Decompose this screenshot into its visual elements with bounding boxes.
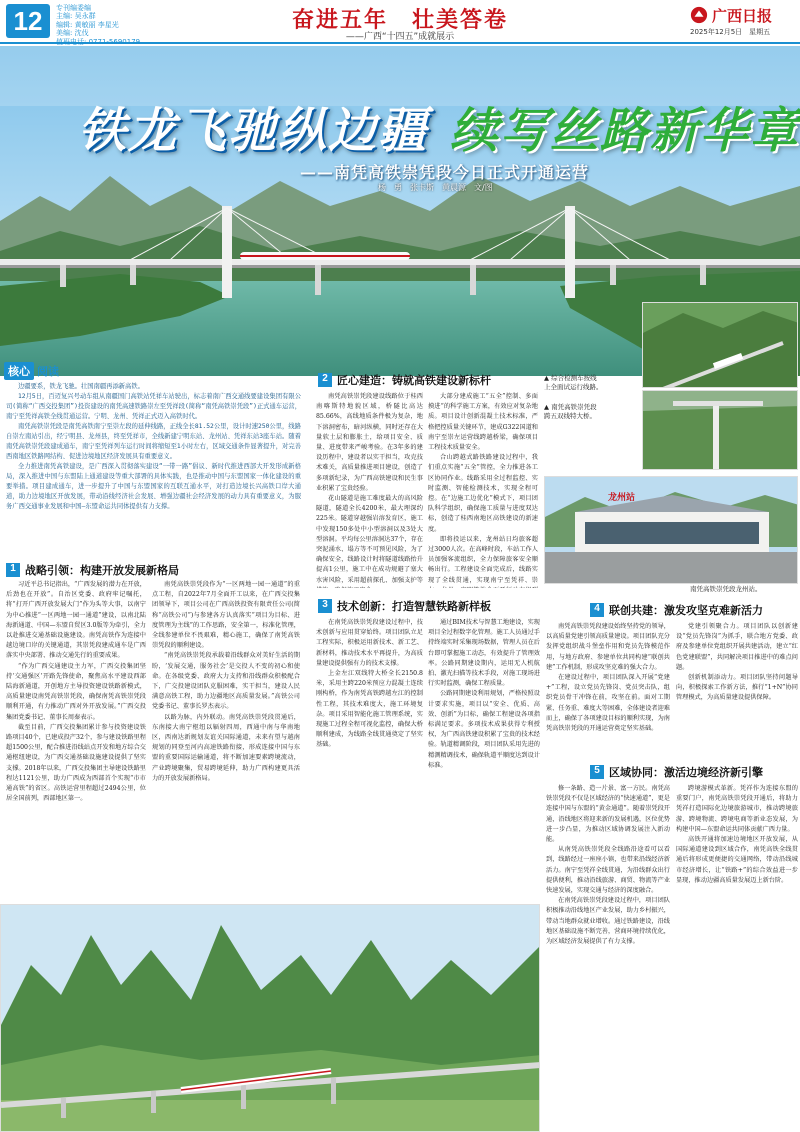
paragraph: 南凭高铁崇凭段建设始终坚持党的领导，以高质量党建引领高质量建设。项目团队充分发挥党组织战斗堡垒作用和党员先锋模范作用，与地方政府、参建单位共同构建“联创共建”工作机制，形成攻坚克难的强大合力。 — [546, 623, 670, 671]
section-5-col1 — [546, 784, 670, 1130]
photo-train-karst — [0, 904, 540, 1132]
headline-part1: 铁龙飞驰纵边疆 — [78, 103, 429, 159]
section-2-heading — [318, 372, 538, 388]
section-1-col2 — [152, 580, 300, 898]
core-reading-text — [6, 382, 301, 557]
caption-1: ▲ 综合检测车按线 上全面试运行线路。 — [544, 374, 603, 391]
paragraph: 在南凭高铁崇凭段建设过程中，技术创新与应用贯穿始终。项目团队立足工程实际，积极运用新技术、新工艺、新材料，推动技术水平再提升，为高质量建设提供强有力的技术支撑。 — [316, 619, 423, 667]
section-number: 5 — [590, 765, 604, 779]
meta-line: 编辑: 黄敏丽 李星光 — [56, 20, 119, 29]
section-4-heading — [590, 602, 796, 618]
section-number: 4 — [590, 603, 604, 617]
section-2-col1 — [316, 392, 423, 588]
paragraph: 公路同期建设利用规划，严格按照设计要求实施，项目以“安全、优质、高效、创新”为目标，确保工程建设各项指标满足要求。多项技术成果获得专利授权，为广西高铁建设积累了宝贵的技术经验。轨道精调阶段，项目团队采用先进的精测精调技术，确保轨道平顺度达到设计标准。 — [428, 690, 540, 769]
paragraph: 大部分建成施工“五全”控制、多面摸进“的科学施工方案，有效应对复杂地质。项目设计创新混凝土技术标准，严格把控质量关键环节，建成G322国道和南宁至崇左运营线跨越桥梁，确保项目工程技术质量安全。 — [428, 393, 538, 452]
theme-subtitle: ——广西“十四五”成就展示 — [345, 32, 455, 42]
core-tag-suffix: 阅读 — [37, 365, 59, 378]
paragraph: 南凭高铁崇凭段作为“一区两地一园一通道”的重点工程，自2022年7月全面开工以来，在广西交投集团领导下，项目公司在广西高铁投资有限责任公司(简称“高铁公司”)与参建各方认真落实“项目为目标、进度管理为主线”的工作思路，安全第一，标准化管理，全线参建单位不畏艰难，精心施工，确保了南凭高铁崇凭段的顺利建设。 — [152, 581, 300, 650]
core-paragraph: 边疆要系，铁龙飞驰。壮国南疆再添新高铁。 — [18, 383, 144, 390]
logo-emblem-icon — [690, 6, 708, 24]
paragraph: 通过BIM技术与智慧工地建设，实现项目全过程数字化管理。施工人员通过手持终端实时采集现场数据，管理人员在后台即可掌握施工动态，有效提升了管理效率。公路同期建设期内，运用无人机航拍、激光扫描等技术手段，对施工现场进行实时监测，确保工程质量。 — [428, 619, 540, 688]
paragraph: 合山跨越式路铁路建设过程中，我们重点实施“五全”管控，全力推进各工区协同作业。线路采用全过程监控、实时监测、智能检测技术，实现全程可控。在“边施工边优化”模式下，项目团队科学组织，确保施工质量与进度双达标，创造了桂西南地区高铁建设的新速度。 — [428, 454, 538, 533]
section-title: 技术创新：打造智慧铁路新样板 — [337, 600, 491, 613]
editor-meta — [56, 4, 176, 46]
section-title: 匠心建造：铸就高铁建设新标杆 — [337, 374, 491, 387]
photo-bridge — [642, 390, 798, 470]
photo-station — [544, 476, 798, 584]
section-number: 3 — [318, 599, 332, 613]
core-reading-tag — [4, 360, 94, 376]
section-3-heading — [318, 598, 538, 614]
paragraph: 高铁开通将加速边境地区开放发展，从国际通道建设到区域合作，南凭高铁全线贯通后将形成更便捷的交通网络，带动沿线城市经济增长，让“铁路+”的综合效益进一步显现，推动边疆高质量发展迈上新台阶。 — [676, 836, 798, 884]
section-number: 1 — [6, 563, 20, 577]
byline: 杨 勇 张卡斯 黄晨源 文/图 — [378, 183, 493, 192]
paragraph: “南凭高铁崇凭段承载着沿线群众对美好生活的期盼，‘发展交通，服务社会’是交投人不变的初心和使命。在各级党委、政府大力支持和沿线群众积极配合下，广交投建设团队克服困难，实干担当，建设人民满意高铁工程，助力边疆地区高质量发展。”高铁公司党委书记、董事长罗杰表示。 — [152, 652, 300, 711]
section-5-heading — [590, 764, 796, 780]
paragraph: 党建引领聚合力。项目团队以创新建设“党员先锋岗”为抓手，联合地方党委、政府及参建单位党组织开展共建活动，建立“红色党建联盟”，共同解决项目推进中的难点问题。 — [676, 623, 798, 671]
meta-line: 专刊编委编 — [56, 4, 91, 12]
core-tag: 核心 — [4, 362, 34, 380]
meta-line: 值班电话: 0771-5690179 — [56, 37, 141, 46]
section-1-col1 — [6, 580, 146, 898]
paragraph: 在建设过程中，项目团队深入开展“党建+”工程，设立党员先锋岗、党员突击队，组织党员骨干冲锋在前，攻坚在前。面对工期紧、任务重、难度大等困难，全体建设者迎难而上，确保了各项建设目标的顺利实现，为南凭高铁崇凭段的开通运营奠定坚实基础。 — [546, 674, 670, 733]
paragraph: 南凭高铁崇凭段建设线路位于桂西南喀斯特地貌区域，桥隧比高达85.66%，高线地质条件极为复杂，地下溶洞密布，暗河纵横，同时还存在大量软土层和膨胀土，给项目安全、质量、进度带来严峻考验。在3年多的建设历程中，建设者以实干担当，攻克技术难关，高质量推进项目建设，创造了多项新纪录，为广西高铁建设和民生事业积累了宝贵经验。 — [316, 393, 423, 492]
section-2-col2 — [428, 392, 538, 588]
station-sign: 龙州站 — [608, 493, 636, 503]
paragraph: 截至目前，广西交投集团累计参与投资建设铁路项目40个，已建成投产32个，参与建设铁路里程超1500公里，配合推进沿线站点开发和地方综合交通枢纽建设，为广西交通基础设施建设提供了坚实支撑。2018年以来，广西交投集团主导建设铁路里程达1121公里，助力广西成为西部首个实现“市市通高铁”的省区。高铁运营里程超过2494公里，位居全国前列，西部地区第一。 — [6, 723, 146, 803]
caption-2: ▲ 南凭高铁崇凭段 跨五双线特大桥。 — [544, 403, 597, 420]
section-title: 战略引领：构建开放发展新格局 — [25, 564, 179, 577]
section-4-col1 — [546, 622, 670, 752]
paragraph: 跨境游模式革新。凭祥作为连接东盟的重要门户，南凭高铁崇凭段开通后，将助力凭祥打造国际化边境旅游城市，推动跨境旅游、跨境物流、跨境电商等新业态发展，为构建中国—东盟命运共同体贡献广西力量。 — [676, 785, 798, 833]
section-5-col2 — [676, 784, 798, 1130]
paragraph: 从南凭高铁崇凭段全线路沿途看可以看到，线路经过一座座小镇，也带来沿线经济新活力。南宁至凭祥全线贯通，为沿线群众出行提供便利，推动沿线旅游、商贸、物流等产业快速发展，实现交通与经济的深度融合。 — [546, 846, 670, 895]
issue-date: 2025年12月5日 星期五 — [690, 28, 771, 36]
section-title: 区域协同：激活边境经济新引擎 — [609, 766, 763, 779]
paragraph: 即将投运以来，龙州站日均旅客超过3000人次。在高峰时段，车站工作人员加强客流组织，全力保障旅客安全顺畅出行。工程建设全面完成后，线路实现了全线贯通，实现南宁至凭祥、崇 — [428, 535, 538, 584]
section-3-col2 — [428, 618, 540, 898]
newspaper-name: 广西日报 — [712, 6, 773, 25]
theme-title: 奋进五年 壮美答卷 — [291, 7, 508, 33]
page-number: 12 — [6, 4, 50, 38]
section-3-col1 — [316, 618, 423, 898]
core-paragraph: 全力推进南凭高铁建设，是广西深入贯彻落实建设“一带一路”倡议、新时代推进西部大开发形成新格局，深入推进中国与东盟陆上通道建设等重大部署的具体实践，也是推动中国与东盟国家一体化建设的重要举措。项目建成通车，进一步提升了中国与东盟国家的互联互通水平，对打造边境长兴高铁口岸大通道，助力边境地区开放发展，带动沿线经济社会发展、增强边疆社会经济发展的动力具有重要意义，为服务广西交通事业发展和中国—东盟命运共同体提供有力支撑。 — [6, 463, 301, 510]
headline-subtitle: ——南凭高铁崇凭段今日正式开通运营 — [300, 163, 590, 182]
paragraph: 以路为脉，内外联动。南凭高铁崇凭段贯通后，东南接大南宁枢纽以辐射四周，西通中南与华南地区，西南达新规划友谊关国际通道，未来有望与越南规划的同登至河内高速铁路衔接，形成连接中国与东盟的重要国际运输通道，将不断加速要素跨境流动，产业跨境聚集，贸易跨境延伸，助力广西构建更具活力的开放发展新格局。 — [152, 713, 300, 782]
paragraph: “作为广西交通建设主力军，广西交投集团坚持‘交通强区’开路先锋使命，聚焦高水平建设西部陆海新通道，开创地方主导投资建设铁路新模式，高质量建设南凭高铁崇凭段，确保南凭高铁崇凭段顺利开通，有力推动广西对外开放发展。”广西交投集团党委书记、董事长周秦表示。 — [6, 662, 146, 721]
section-4-col2 — [676, 622, 798, 752]
section-number: 2 — [318, 373, 332, 387]
page-header — [0, 0, 800, 44]
paragraph: 修一条路、造一片景、富一方民。南凭高铁崇凭段不仅是区域经济的“快速通道”，更是连接中国与东盟的“黄金通道”。随着崇凭段开通，沿线地区将迎来新的发展机遇，区位优势进一步凸显，为推动区域协调发展注入新动能。 — [546, 785, 670, 844]
section-title: 联创共建：激发攻坚克难新活力 — [609, 604, 763, 617]
paragraph: 习近平总书记指出，“广西发展的潜力在开放，后劲也在开放”。自治区党委、政府牢记嘱托，将“打开广西开放发展大门”作为头等大事，以南宁为中心推进“一区两地一园一通道”建设，以南北陆海新通道、中国—东盟自贸区3.0版等为牵引，全力以赴推进交通基础设施建设。南凭高铁作为连接中越边境口岸的关键通道，其崇凭段建成通车是广西落实中央部署、推动交通先行的重要成果。 — [6, 581, 146, 660]
newspaper-logo — [690, 5, 795, 25]
meta-line: 美编: 沈伐 — [56, 29, 89, 38]
paragraph: 上金左江双线特大桥全长2150.8米，采用主跨220米预应力混凝土连续刚构桥，作为南凭高铁跨越左江的控制性工程，其技术难度大，施工环境复杂。项目采用智能化施工管理系统，实现施工过程全程可视化监控，确保大桥顺利建成，为线路全线贯通奠定了坚实基础。 — [316, 670, 423, 749]
headline-part2: 续写丝路新华章 — [450, 103, 800, 159]
caption-3: 南凭高铁崇凭段龙州站。 — [690, 585, 762, 593]
meta-line: 主编: 吴永群 — [56, 12, 96, 21]
section-1-heading — [6, 562, 301, 578]
paragraph: 花山隧道是施工难度最大的高风险隧道，隧道全长4200米，最大埋深约225米。隧道穿越强岩溶发育区，施工中发现150多处中小型溶洞以及3处大型溶洞。平均每公里溶洞达37个，存在突泥涌水、塌方等不可预见风险，为了确保安全，线路设计时将隧道线路抬升提高1公里，施工中在成功规避了塞大水害风险，采用超前探孔、加强支护等 — [316, 495, 423, 584]
core-paragraph: 12月5日，百迈复兴号动车组从南疆国门高铁站凭祥车站驶出，标志着南广西交通线要建设集团有限公司(简称“广西交投集团”)投资建设的南凭高速铁路崇左至凭祥段(简称“南凭高铁崇凭段”)正式通车运营，南宁至凭祥高铁全线贯通运营。宁明、龙州、凭祥正式迈入高铁时代。 — [6, 393, 301, 420]
core-paragraph: 南凭高铁崇凭段是南凭高铁南宁至崇左段的延伸线路，正线全长81.52公里，设计时速250公里，线路自崇左南站引出，经宁明县、龙州县，终至凭祥市，全线新建宁明东站、龙州站、凭祥东站3座车站。随着南凭高铁崇凭段建成通车，南宁至凭祥列车运行时间将缩短至1小时左右，区域交通条件显著提升，对完善西南地区铁路网结构、促进边境地区经济发展具有重要意义。 — [6, 423, 301, 460]
paragraph: 在南凭高铁崇凭段建设过程中，项目团队积极推动沿线地区产业发展，助力乡村振兴，带动当地群众就业增收。通过铁路建设，沿线地区基础设施不断完善，营商环境持续优化，为区域经济发展提供了有力支撑。 — [546, 897, 670, 946]
photo-test-train — [642, 302, 798, 388]
paragraph: 创新机制添动力。项目团队坚持问题导向，积极探索工作新方法，推行“1+N”协同管理模式，为高质量建设提供保障。 — [676, 674, 798, 702]
